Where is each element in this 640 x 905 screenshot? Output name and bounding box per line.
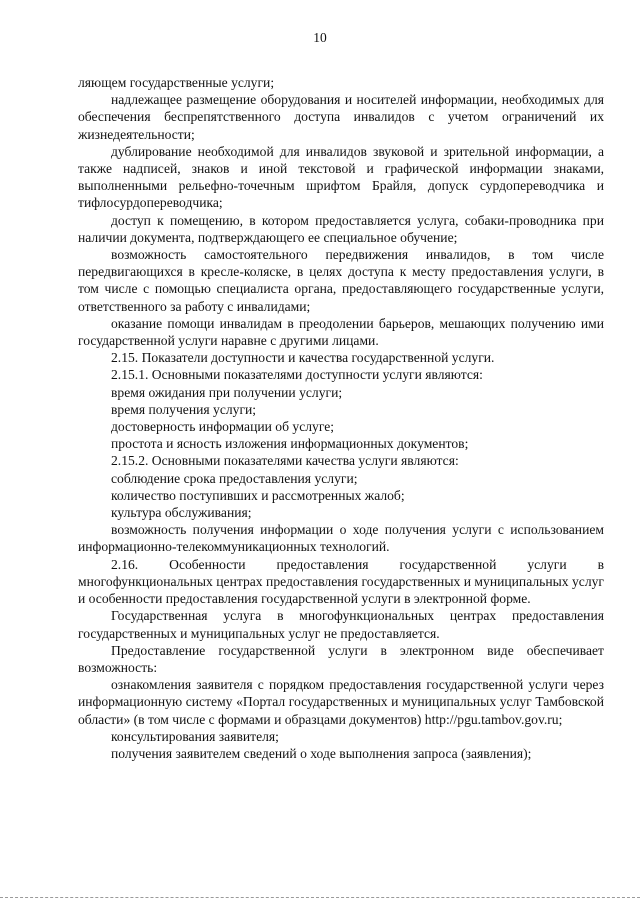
paragraph: возможность самостоятельного передвижения инвалидов, в том числе передвигающихся в кресле-коляске, в целях доступа к месту предоставления услуги, в том числе с помощью специалиста органа, предоставляющего государственные услуги, ответственного за работу с инвалидами; bbox=[78, 247, 604, 314]
list-item: достоверность информации об услуге; bbox=[111, 419, 335, 435]
list-item: простота и ясность изложения информационных документов; bbox=[111, 436, 469, 452]
list-item: ознакомления заявителя с порядком предоставления государственной услуги через информационную систему «Портал государственных и муниципальных услуг Тамбовской области» (в том числе с формами и образцами документов) http://pgu.tambov.gov.ru; bbox=[78, 677, 604, 727]
list-item: количество поступивших и рассмотренных жалоб; bbox=[111, 487, 405, 503]
paragraph: Государственная услуга в многофункциональных центрах предоставления государственных и муниципальных услуг не предоставляется. bbox=[78, 608, 604, 641]
document-body bbox=[78, 74, 604, 762]
paragraph: надлежащее размещение оборудования и носителей информации, необходимых для обеспечения беспрепятственного доступа инвалидов с учетом ограничений их жизнедеятельности; bbox=[78, 92, 604, 142]
section-heading-2-15: 2.15. Показатели доступности и качества государственной услуги. bbox=[111, 350, 495, 366]
list-item: соблюдение срока предоставления услуги; bbox=[111, 470, 358, 486]
list-item: время ожидания при получении услуги; bbox=[111, 384, 343, 400]
paragraph: Предоставление государственной услуги в электронном виде обеспечивает возможность: bbox=[78, 642, 604, 675]
list-item: культура обслуживания; bbox=[111, 505, 252, 521]
subsection-heading-2-15-1: 2.15.1. Основными показателями доступности услуги являются: bbox=[111, 367, 483, 383]
list-item: возможность получения информации о ходе получения услуги с использованием информационно-телекоммуникационных технологий. bbox=[78, 522, 604, 555]
paragraph: оказание помощи инвалидам в преодолении барьеров, мешающих получению ими государственной услуги наравне с другими лицами. bbox=[78, 315, 604, 349]
section-heading-2-16: 2.16. Особенности предоставления государственной услуги в многофункциональных центрах предоставления государственных и муниципальных услуг и особенности предоставления государственной услуги в электронной форме. bbox=[78, 556, 604, 607]
paragraph: доступ к помещению, в котором предоставляется услуга, собаки-проводника при наличии документа, подтверждающего ее специальное обучение; bbox=[78, 212, 604, 245]
page-number: 10 bbox=[313, 30, 327, 45]
paragraph: ляющем государственные услуги; bbox=[78, 75, 275, 90]
list-item: получения заявителем сведений о ходе выполнения запроса (заявления); bbox=[111, 745, 532, 761]
list-item: консультирования заявителя; bbox=[111, 728, 279, 744]
subsection-heading-2-15-2: 2.15.2. Основными показателями качества услуги являются: bbox=[111, 453, 459, 469]
paragraph: дублирование необходимой для инвалидов звуковой и зрительной информации, а также надписей, знаков и иной текстовой и графической информации знаками, выполненными рельефно-точечным шрифтом Брайля, допуск сурдопереводчика и тифлосурдопереводчика; bbox=[78, 143, 604, 211]
scan-bottom-edge bbox=[0, 897, 640, 899]
list-item: время получения услуги; bbox=[111, 401, 257, 417]
